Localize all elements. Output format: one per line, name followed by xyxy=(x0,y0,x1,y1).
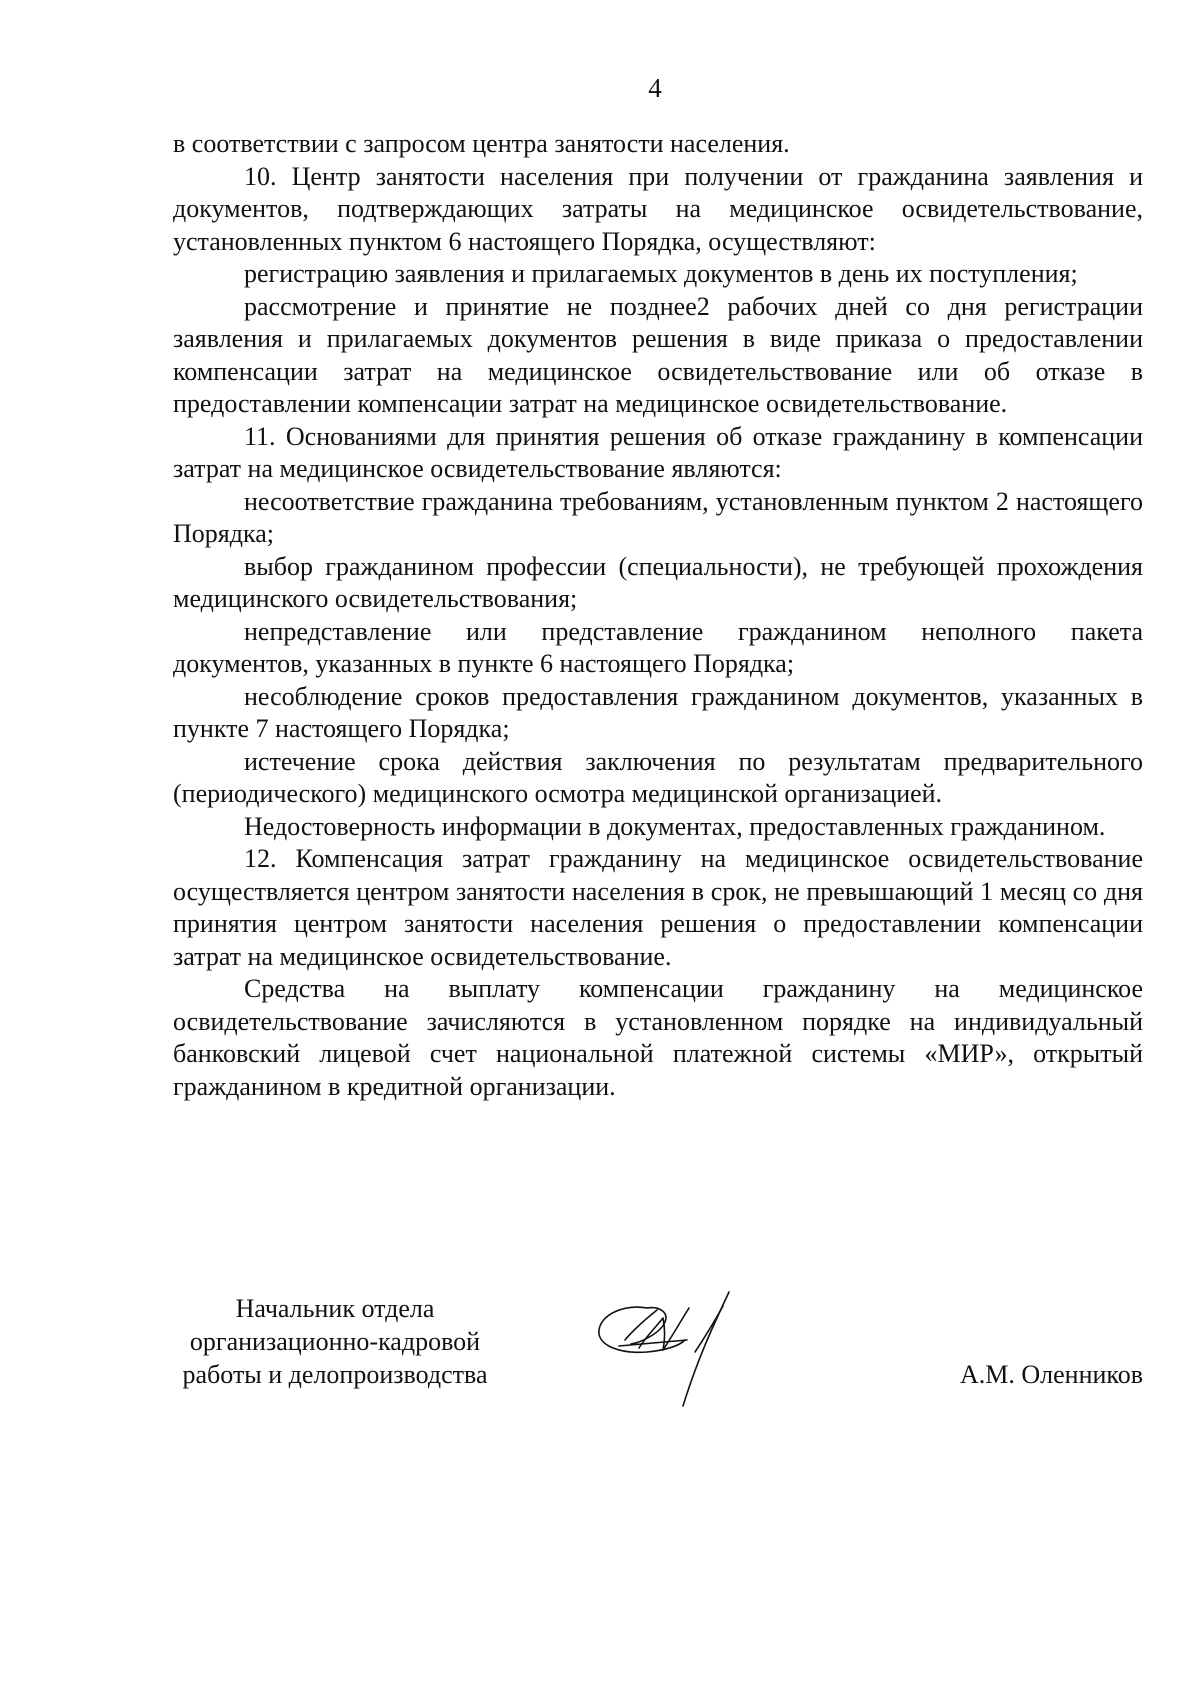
paragraph-item-11: 11. Основаниями для принятия решения об отказе гражданину в компенсации затрат на медицинское освидетельствование являются: xyxy=(173,421,1143,483)
paragraph-payment-funds: Средства на выплату компенсации гражданину на медицинское освидетельствование зачисляются в установленном порядке на индивидуальный банковский лицевой счет национальной платежной системы «МИР», открытый гражданином в кредитной организации. xyxy=(173,974,1143,1101)
paragraph-refusal-reason-4: несоблюдение сроков предоставления гражданином документов, указанных в пункте 7 настоящего Порядка; xyxy=(173,681,1143,743)
paragraph-refusal-reason-6: Недостоверность информации в документах, предоставленных гражданином. xyxy=(244,811,1106,841)
paragraph-review-decision: рассмотрение и принятие не позднее2 рабочих дней со дня регистрации заявления и прилагаемых документов решения в виде приказа о предоставлении компенсации затрат на медицинское освидетельствование или об отказе в предоставлении компенсации затрат на медицинское освидетельствование. xyxy=(173,291,1143,418)
paragraph-refusal-reason-1: несоответствие гражданина требованиям, установленным пунктом 2 настоящего Порядка; xyxy=(173,486,1143,548)
signatory-position xyxy=(150,1292,520,1391)
document-body xyxy=(173,128,1143,1103)
paragraph-item-12: 12. Компенсация затрат гражданину на медицинское освидетельствование осуществляется центром занятости населения в срок, не превышающий 1 месяц со дня принятия центром занятости населения решения о предоставлении компенсации затрат на медицинское освидетельствование. xyxy=(173,844,1143,971)
paragraph-refusal-reason-3: непредставление или представление гражданином неполного пакета документов, указанных в пункте 6 настоящего Порядка; xyxy=(173,616,1143,678)
paragraph-registration: регистрацию заявления и прилагаемых документов в день их поступления; xyxy=(244,259,1078,288)
paragraph-item-10: 10. Центр занятости населения при получении от гражданина заявления и документов, подтверждающих затраты на медицинское освидетельствование, установленных пунктом 6 настоящего Порядка, осуществляют: xyxy=(173,161,1143,256)
paragraph-continuation: в соответствии с запросом центра занятости населения. xyxy=(173,129,790,158)
signatory-position-line: организационно-кадровой xyxy=(189,1327,481,1356)
signatory-name: А.М. Оленников xyxy=(959,1360,1143,1389)
paragraph-refusal-reason-2: выбор гражданином профессии (специальности), не требующей прохождения медицинского освидетельствования; xyxy=(173,551,1143,613)
signatory-position-line: Начальник отдела xyxy=(235,1294,435,1323)
page-number: 4 xyxy=(648,73,662,103)
signatory-position-line: работы и делопроизводства xyxy=(182,1360,488,1389)
paragraph-refusal-reason-5: истечение срока действия заключения по результатам предварительного (периодического) медицинского осмотра медицинской организацией. xyxy=(173,746,1143,808)
handwritten-signature-icon xyxy=(595,1288,745,1410)
